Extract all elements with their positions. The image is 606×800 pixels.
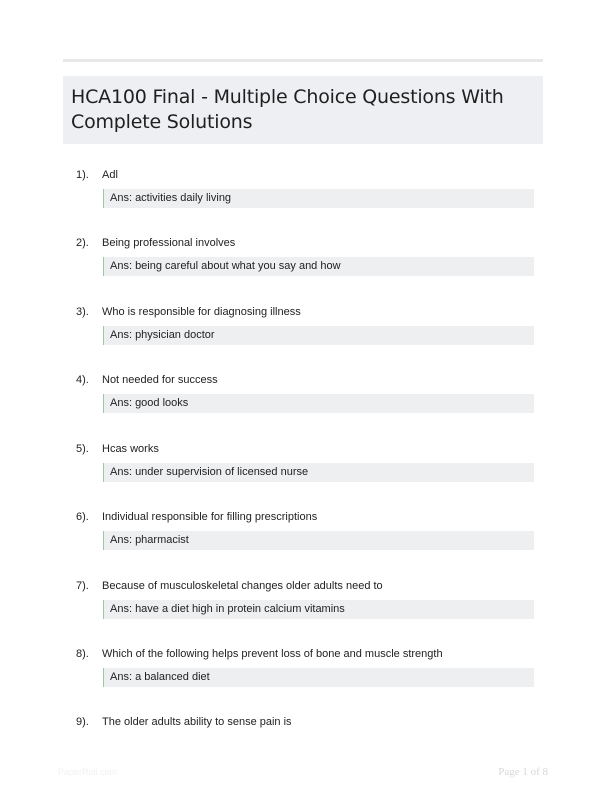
question-text: Not needed for success (102, 374, 218, 386)
answer-box: Ans: pharmacist (103, 531, 534, 550)
footer-watermark: PaperRoll.com (58, 767, 118, 777)
question-number: 9). (76, 716, 89, 728)
answer-box: Ans: good looks (103, 394, 534, 413)
question-text: Hcas works (102, 443, 159, 455)
answer-box: Ans: activities daily living (103, 189, 534, 208)
answer-box: Ans: a balanced diet (103, 668, 534, 687)
page-indicator: Page 1 of 8 (498, 766, 548, 778)
question-text: Being professional involves (102, 237, 236, 249)
question-number: 7). (76, 580, 89, 592)
answer-box: Ans: physician doctor (103, 326, 534, 345)
question-number: 8). (76, 648, 89, 660)
title-banner (63, 76, 543, 144)
answer-box: Ans: under supervision of licensed nurse (103, 463, 534, 482)
question-number: 1). (76, 169, 89, 181)
question-number: 2). (76, 237, 89, 249)
question-number: 3). (76, 306, 89, 318)
top-divider (63, 59, 543, 62)
question-text: Individual responsible for filling prescriptions (102, 511, 318, 523)
document-title: HCA100 Final - Multiple Choice Questions With Complete Solutions (71, 86, 504, 133)
question-text: Which of the following helps prevent loss of bone and muscle strength (102, 648, 443, 660)
question-number: 6). (76, 511, 89, 523)
question-text: Who is responsible for diagnosing illness (102, 306, 301, 318)
question-text: Because of musculoskeletal changes older adults need to (102, 580, 383, 592)
question-text: Adl (102, 169, 118, 181)
question-text: The older adults ability to sense pain is (102, 716, 292, 728)
question-number: 4). (76, 374, 89, 386)
answer-box: Ans: being careful about what you say and how (103, 257, 534, 276)
answer-box: Ans: have a diet high in protein calcium vitamins (103, 600, 534, 619)
question-number: 5). (76, 443, 89, 455)
